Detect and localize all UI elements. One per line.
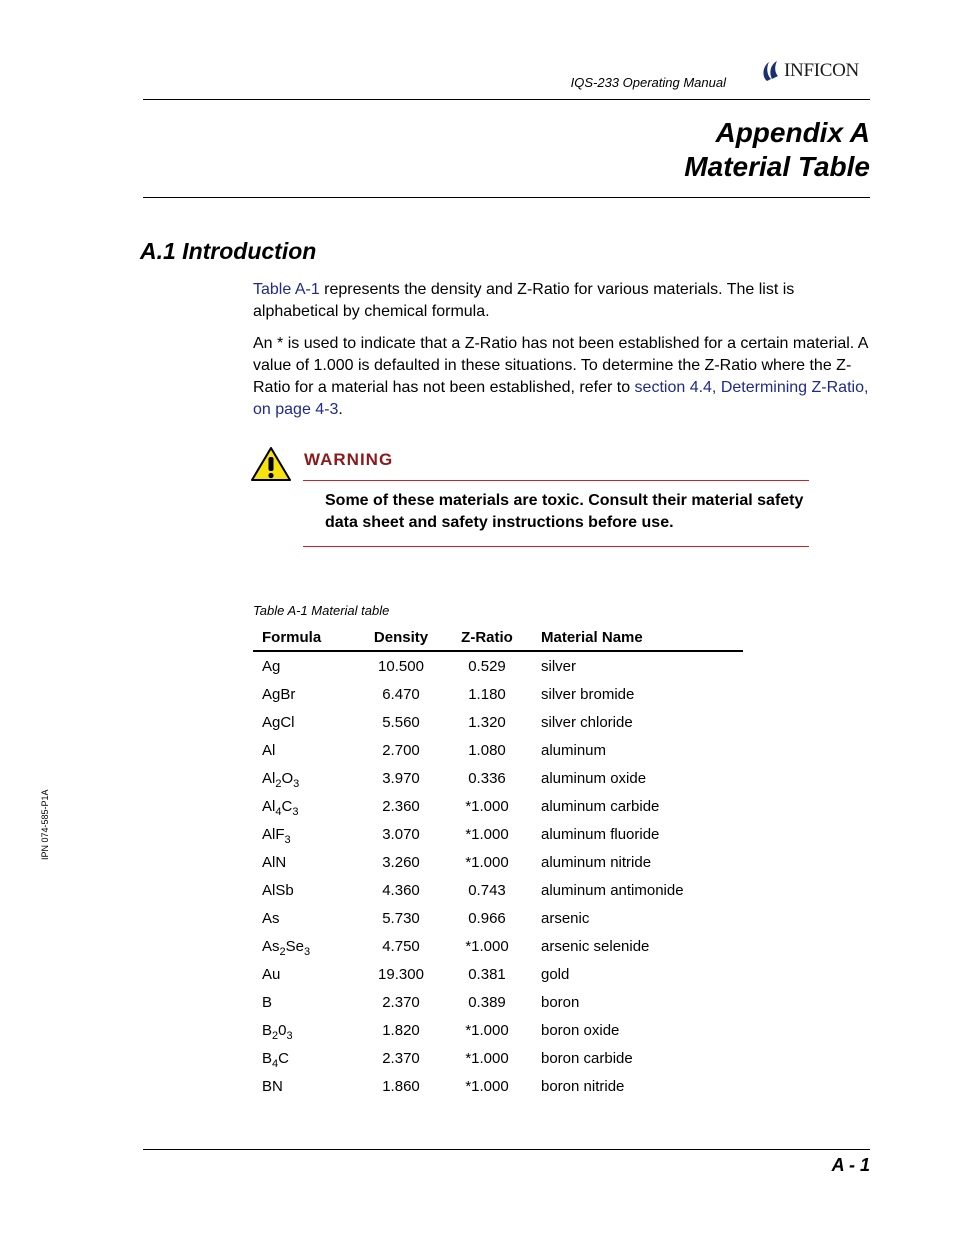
cell-material-name: gold (541, 965, 570, 983)
logo-text: INFICON (784, 60, 859, 81)
table-row (253, 1016, 743, 1044)
formula-element: Se (285, 937, 304, 955)
cell-density: 3.260 (382, 853, 420, 871)
formula-element: Ag (262, 657, 281, 675)
cell-material-name: aluminum carbide (541, 797, 660, 815)
inficon-logo (760, 58, 872, 84)
formula-subscript: 3 (292, 805, 299, 818)
section-link[interactable]: section 4.4, Determining Z-Ratio, on page 4-3 (253, 379, 869, 418)
warning-text: Some of these materials are toxic. Consult their material safety data sheet and safety instructions before use. (325, 492, 804, 531)
cell-material-name: silver bromide (541, 685, 635, 703)
cell-formula (253, 848, 358, 876)
formula-element: Al (262, 769, 276, 787)
cell-formula (253, 1016, 358, 1044)
cell-zratio: 1.080 (468, 741, 506, 759)
table-row (253, 988, 743, 1016)
table-row (253, 1072, 743, 1100)
formula-element: B (262, 1021, 273, 1039)
header-formula: Formula (253, 624, 358, 651)
formula-element: B (262, 1049, 273, 1067)
cell-zratio: *1.000 (465, 937, 509, 955)
cell-zratio: 0.389 (468, 993, 506, 1011)
cell-zratio: 0.336 (468, 769, 506, 787)
cell-formula (253, 651, 358, 680)
cell-material-name: boron nitride (541, 1077, 625, 1095)
appendix-title-line2: Material Table (684, 151, 870, 182)
cell-zratio: *1.000 (465, 1077, 509, 1095)
section-heading: A.1 Introduction (140, 238, 317, 264)
formula-element: C (278, 1049, 289, 1067)
cell-formula (253, 1044, 358, 1072)
cell-zratio: 0.381 (468, 965, 506, 983)
formula-element: C (281, 797, 293, 815)
appendix-title-line1: Appendix A (715, 117, 870, 148)
formula-element: B (262, 993, 273, 1011)
table-link[interactable]: Table A-1 (253, 281, 320, 298)
intro-paragraph-2 (253, 333, 873, 421)
cell-zratio: *1.000 (465, 853, 509, 871)
formula-subscript: 4 (272, 1057, 279, 1070)
formula-element: BN (262, 1077, 283, 1095)
cell-formula (253, 960, 358, 988)
cell-density: 10.500 (378, 657, 424, 675)
cell-zratio: 0.529 (468, 657, 506, 675)
material-table (253, 624, 743, 1100)
cell-material-name: boron oxide (541, 1021, 620, 1039)
cell-formula (253, 876, 358, 904)
para1-text: represents the density and Z-Ratio for various materials. The list is alphabetical by chemical formula. (253, 281, 795, 320)
table-row (253, 960, 743, 988)
ipn-side-text: IPN 074-585-P1A (40, 789, 50, 860)
formula-element: Al (262, 741, 276, 759)
cell-zratio: 0.743 (468, 881, 506, 899)
formula-element: As (262, 937, 280, 955)
formula-element: AlSb (262, 881, 294, 899)
cell-zratio: *1.000 (465, 797, 509, 815)
cell-density: 5.730 (382, 909, 420, 927)
cell-material-name: boron carbide (541, 1049, 633, 1067)
header-zratio: Z-Ratio (444, 624, 530, 651)
cell-formula (253, 820, 358, 848)
table-row (253, 708, 743, 736)
cell-density: 2.360 (382, 797, 420, 815)
table-row (253, 876, 743, 904)
cell-density: 4.750 (382, 937, 420, 955)
cell-material-name: aluminum nitride (541, 853, 652, 871)
cell-formula (253, 680, 358, 708)
cell-material-name: aluminum (541, 741, 607, 759)
table-row (253, 820, 743, 848)
formula-subscript: 2 (275, 777, 282, 790)
cell-material-name: arsenic selenide (541, 937, 650, 955)
table-row (253, 651, 743, 680)
table-row (253, 764, 743, 792)
cell-material-name: silver chloride (541, 713, 633, 731)
formula-subscript: 3 (284, 833, 291, 846)
table-row (253, 792, 743, 820)
para2-text: An * is used to indicate that a Z-Ratio has not been established for a certain material. A value of 1.000 is defaulted in these situations. To determine the Z-Ratio where the Z-Ratio for a material has not been established, refer to (253, 335, 868, 396)
cell-formula (253, 904, 358, 932)
cell-density: 4.360 (382, 881, 420, 899)
table-row (253, 932, 743, 960)
page-number: A - 1 (831, 1155, 870, 1175)
cell-material-name: silver (541, 657, 577, 675)
cell-formula (253, 988, 358, 1016)
formula-element: AlN (262, 853, 287, 871)
header-material-name: Material Name (530, 624, 743, 651)
table-body (253, 651, 743, 1100)
cell-zratio: 1.320 (468, 713, 506, 731)
cell-density: 5.560 (382, 713, 420, 731)
intro-paragraph-1 (253, 279, 873, 323)
cell-material-name: arsenic (541, 909, 590, 927)
cell-zratio: *1.000 (465, 1049, 509, 1067)
cell-material-name: aluminum antimonide (541, 881, 684, 899)
cell-zratio: 1.180 (468, 685, 506, 703)
formula-subscript: 3 (293, 777, 300, 790)
warning-label: WARNING (304, 450, 394, 469)
formula-element: AgBr (262, 685, 296, 703)
cell-density: 19.300 (378, 965, 424, 983)
table-row (253, 736, 743, 764)
cell-zratio: *1.000 (465, 825, 509, 843)
cell-density: 2.700 (382, 741, 420, 759)
cell-material-name: aluminum fluoride (541, 825, 660, 843)
cell-zratio: 0.966 (468, 909, 506, 927)
header-density: Density (358, 624, 444, 651)
cell-formula (253, 736, 358, 764)
cell-density: 2.370 (382, 1049, 420, 1067)
cell-formula (253, 792, 358, 820)
formula-subscript: 3 (304, 945, 311, 958)
cell-density: 1.860 (382, 1077, 420, 1095)
table-row (253, 1044, 743, 1072)
formula-element: Al (262, 797, 276, 815)
formula-subscript: 4 (275, 805, 282, 818)
table-row (253, 848, 743, 876)
cell-density: 3.070 (382, 825, 420, 843)
cell-density: 3.970 (382, 769, 420, 787)
formula-element: AlF (262, 825, 285, 843)
table-row (253, 904, 743, 932)
footer-rule (143, 1149, 870, 1150)
inficon-logo-icon (760, 59, 782, 83)
table-row (253, 680, 743, 708)
cell-formula (253, 932, 358, 960)
cell-formula (253, 764, 358, 792)
cell-density: 1.820 (382, 1021, 420, 1039)
para2-end: . (338, 401, 343, 418)
cell-density: 2.370 (382, 993, 420, 1011)
formula-element: 0 (278, 1021, 287, 1039)
formula-subscript: 2 (272, 1029, 279, 1042)
cell-zratio: *1.000 (465, 1021, 509, 1039)
formula-element: O (281, 769, 294, 787)
cell-density: 6.470 (382, 685, 420, 703)
cell-formula (253, 1072, 358, 1100)
formula-element: As (262, 909, 280, 927)
formula-element: Au (262, 965, 281, 983)
warning-top-rule (303, 480, 809, 481)
title-rule (143, 197, 870, 198)
formula-subscript: 3 (286, 1029, 293, 1042)
manual-title: IQS-233 Operating Manual (570, 75, 726, 90)
formula-element: AgCl (262, 713, 295, 731)
cell-material-name: aluminum oxide (541, 769, 647, 787)
header-rule (143, 99, 870, 100)
formula-subscript: 2 (279, 945, 286, 958)
table-caption: Table A-1 Material table (253, 603, 390, 618)
cell-material-name: boron (541, 993, 580, 1011)
warning-bottom-rule (303, 546, 809, 547)
cell-formula (253, 708, 358, 736)
table-header-row (253, 624, 743, 651)
warning-icon (250, 446, 292, 487)
